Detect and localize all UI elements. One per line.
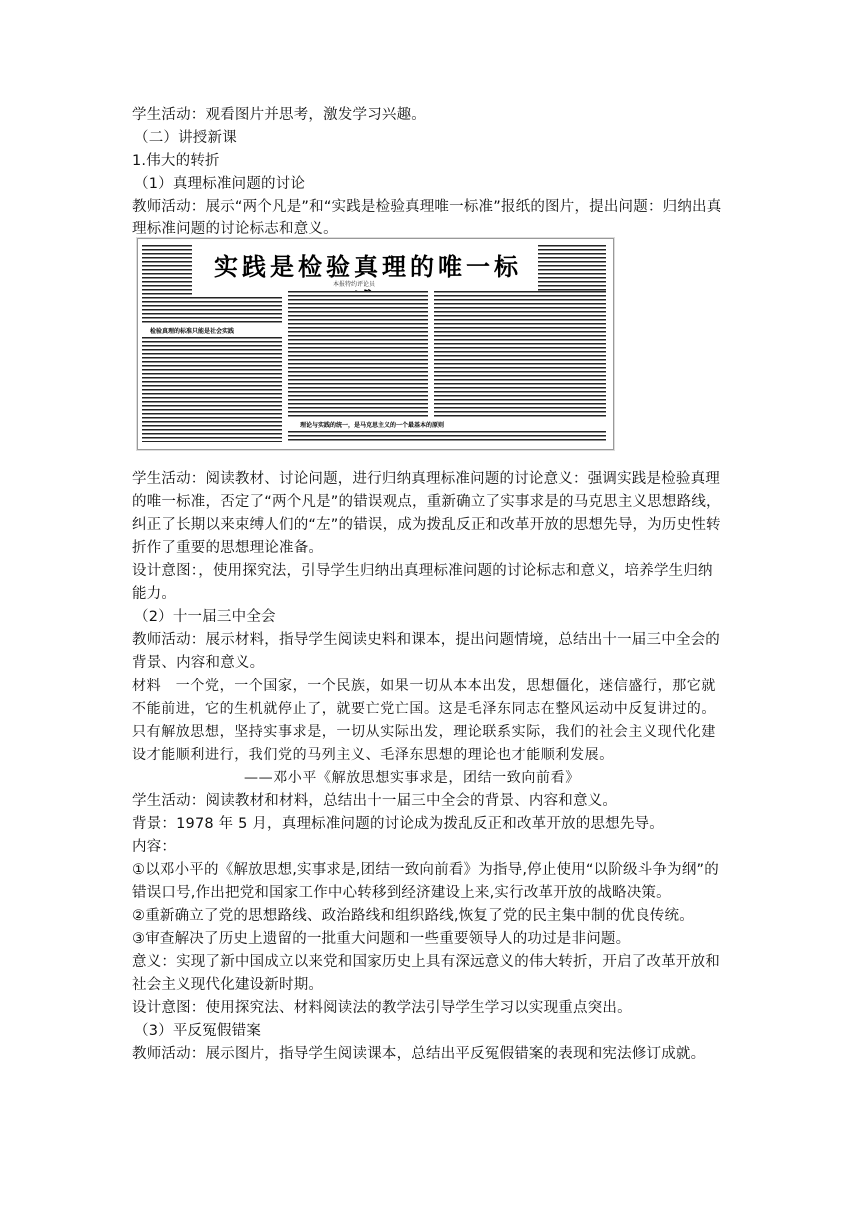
text-line: 教师活动：展示图片，指导学生阅读课本，总结出平反冤假错案的表现和宪法修订成就。 — [132, 1046, 706, 1062]
material-citation: ——邓小平《解放思想实事求是，团结一致向前看》 — [244, 770, 580, 786]
material-quote: 材料 一个党，一个国家，一个民族，如果一切从本本出发，思想僵化，迷信盛行，那它就 — [132, 678, 716, 694]
newspaper-subheading: 理论与实践的统一，是马克思主义的一个最基本的原则 — [300, 422, 445, 429]
text-line: 学生活动：阅读教材、讨论问题，进行归纳真理标准问题的讨论意义：强调实践是检验真理 — [132, 471, 720, 487]
text-line: 设计意图：使用探究法、材料阅读法的教学法引导学生学习以实现重点突出。 — [132, 1000, 632, 1016]
list-item: 错误口号,作出把党和国家工作中心转移到经济建设上来,实行改革开放的战略决策。 — [132, 885, 671, 901]
text-line: 背景、内容和意义。 — [132, 655, 265, 671]
list-item: ②重新确立了党的思想路线、政治路线和组织路线,恢复了党的民主集中制的优良传统。 — [132, 908, 694, 924]
subsection-heading: 1.伟大的转折 — [132, 153, 220, 169]
text-line: 意义：实现了新中国成立以来党和国家历史上具有深远意义的伟大转折，开启了改革开放和 — [132, 954, 720, 970]
newspaper-text-block — [288, 291, 428, 417]
text-line: 内容： — [132, 839, 177, 855]
topic-heading: （2）十一届三中全会 — [134, 609, 276, 625]
newspaper-image — [137, 238, 614, 450]
newspaper-headline: 实践是检验真理的唯一标 — [214, 252, 522, 281]
newspaper-text-block — [538, 245, 606, 297]
text-line: 的唯一标准，否定了“两个凡是”的错误观点，重新确立了实事求是的马克思主义思想路线， — [132, 494, 721, 510]
topic-heading: （3）平反冤假错案 — [134, 1023, 262, 1039]
text-line: 理标准问题的讨论标志和意义。 — [132, 221, 338, 237]
material-quote: 只有解放思想，坚持实事求是，一切从实际出发，理论联系实际，我们的社会主义现代化建 — [132, 724, 716, 740]
section-heading: （二）讲授新课 — [134, 130, 237, 146]
material-quote: 设才能顺利进行，我们党的马列主义、毛泽东思想的理论也才能顺利发展。 — [132, 747, 614, 763]
newspaper-byline: 本报特约评论员 — [333, 281, 376, 288]
text-line: 学生活动：观看图片并思考，激发学习兴趣。 — [132, 107, 426, 123]
text-line: 背景：1978 年 5 月，真理标准问题的讨论成为拨乱反正和改革开放的思想先导。 — [132, 816, 664, 832]
list-item: ③审查解决了历史上遗留的一批重大问题和一些重要领导人的功过是非问题。 — [132, 931, 631, 947]
text-line: 能力。 — [132, 586, 177, 602]
text-line: 设计意图：，使用探究法，引导学生归纳出真理标准问题的讨论标志和意义，培养学生归纳 — [132, 563, 713, 579]
text-line: 教师活动：展示“两个凡是”和“实践是检验真理唯一标准”报纸的图片，提出问题：归纳出真 — [132, 199, 722, 215]
newspaper-text-block — [288, 431, 606, 443]
newspaper-text-block — [142, 297, 282, 442]
newspaper-text-block — [434, 291, 606, 417]
text-line: 教师活动：展示材料，指导学生阅读史料和课本，提出问题情境，总结出十一届三中全会的 — [132, 632, 720, 648]
list-item: ①以邓小平的《解放思想,实事求是,团结一致向前看》为指导,停止使用“以阶级斗争为纲”的 — [132, 862, 719, 878]
text-line: 折作了重要的思想理论准备。 — [132, 540, 324, 556]
material-quote: 不能前进，它的生机就停止了，就要亡党亡国。这是毛泽东同志在整风运动中反复讲过的。 — [132, 701, 716, 717]
text-line: 学生活动：阅读教材和材料，总结出十一届三中全会的背景、内容和意义。 — [132, 793, 618, 809]
newspaper-text-block — [142, 245, 192, 297]
topic-heading: （1）真理标准问题的讨论 — [134, 176, 306, 192]
text-line: 社会主义现代化建设新时期。 — [132, 977, 324, 993]
text-line: 纠正了长期以来束缚人们的“左”的错误，成为拨乱反正和改革开放的思想先导，为历史性转 — [132, 517, 721, 533]
newspaper-subheading: 检验真理的标准只能是社会实践 — [150, 328, 235, 335]
